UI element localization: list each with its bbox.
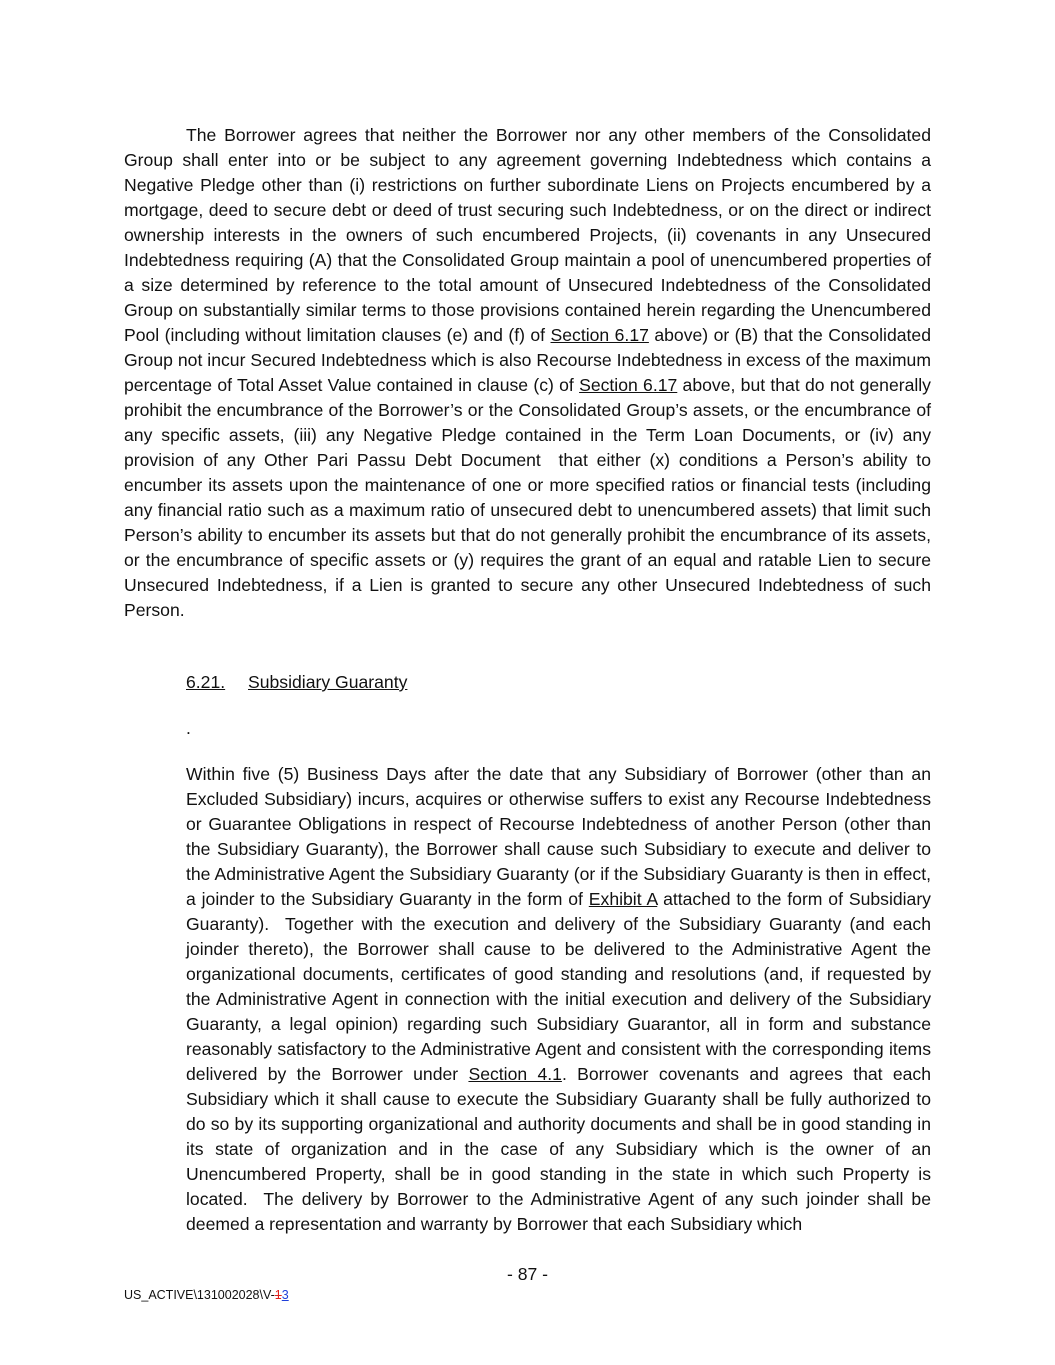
paragraph-text: attached to the form of Subsidiary Guaranty). Together with the execution and delivery of the Subsidiary Guaranty (and each joinder thereto), the Borrower shall cause to be delivered to the Administrative Agent the organizational documents, certificates of good standing and resolutions (and, if requested by the Administrative Agent in connection with the initial execution and delivery of the Subsidiary Guaranty, a legal opinion) regarding such Subsidiary Guarantor, all in form and substance reasonably satisfactory to the Administrative Agent and consistent with the corresponding items delivered by the Borrower under	[186, 889, 931, 1084]
paragraph-text: The Borrower agrees that neither the Borrower nor any other members of the Consolidated Group shall enter into or be subject to any agreement governing Indebtedness which contains a Negative Pledge other than (i) restrictions on further subordinate Liens on Projects encumbered by a mortgage, deed to secure debt or deed of trust securing such Indebtedness, or on the direct or indirect ownership interests in the owners of such encumbered Projects, (ii) covenants in any Unsecured Indebtedness requiring (A) that the Consolidated Group maintain a pool of unencumbered properties of a size determined by reference to the total amount of Unsecured Indebtedness of the Consolidated Group on substantially similar terms to those provisions contained herein regarding the Unencumbered Pool (including without limitation clauses (e) and (f) of	[124, 125, 931, 345]
document-id	[124, 1287, 289, 1303]
section-reference-link: Section 6.17	[550, 325, 649, 345]
section-reference-link: Section 4.1	[468, 1064, 562, 1084]
page-number: - 87 -	[506, 1264, 549, 1284]
section-title: Subsidiary Guaranty	[248, 672, 408, 692]
section-heading	[186, 670, 407, 695]
section-reference-link: Section 6.17	[579, 375, 678, 395]
section-number: 6.21.	[186, 672, 226, 692]
paragraph-subsidiary-guaranty	[186, 762, 931, 1237]
exhibit-reference-link: Exhibit A	[588, 889, 658, 909]
deleted-version: 1	[274, 1288, 282, 1302]
paragraph-text: . Borrower covenants and agrees that each Subsidiary which it shall cause to execute the Subsidiary Guaranty shall be fully authorized to do so by its supporting organizational and authority documents and shall be in good standing in its state of organization and in the case of any Subsidiary which is the owner of an Unencumbered Property, shall be in good standing in the state in which such Property is located. The delivery by Borrower to the Administrative Agent of any such joinder shall be deemed a representation and warranty by Borrower that each Subsidiary which	[186, 1064, 932, 1234]
section-dot: .	[186, 718, 191, 738]
document-id-prefix: US_ACTIVE\131002028\V-	[124, 1288, 275, 1302]
paragraph-text: above) or (B) that the Consolidated Group not incur Secured Indebtedness which is also Recourse Indebtedness in excess of the maximum percentage of Total Asset Value contained in clause (c) of	[124, 325, 931, 395]
paragraph-text: above, but that do not generally prohibit the encumbrance of the Borrower’s or the Consolidated Group’s assets, or the encumbrance of any specific assets, (iii) any Negative Pledge contained in the Term Loan Documents, or (iv) any provision of any Other Pari Passu Debt Document that either (x) conditions a Person’s ability to encumber its assets upon the maintenance of one or more specified ratios or financial tests (including any financial ratio such as a maximum ratio of unsecured debt to unencumbered assets) that limit such Person’s ability to encumber its assets but that do not generally prohibit the encumbrance of its assets, or the encumbrance of specific assets or (y) requires the grant of an equal and ratable Lien to secure Unsecured Indebtedness, if a Lien is granted to secure any other Unsecured Indebtedness of such Person.	[124, 375, 931, 620]
paragraph-text: Within five (5) Business Days after the date that any Subsidiary of Borrower (other than an Excluded Subsidiary) incurs, acquires or otherwise suffers to exist any Recourse Indebtedness or Guarantee Obligations in respect of Recourse Indebtedness of another Person (other than the Subsidiary Guaranty), the Borrower shall cause such Subsidiary to execute and deliver to the Administrative Agent the Subsidiary Guaranty (or if the Subsidiary Guaranty is then in effect, a joinder to the Subsidiary Guaranty in the form of	[186, 764, 931, 909]
inserted-version: 3	[281, 1288, 289, 1302]
paragraph-negative-pledge	[124, 123, 931, 623]
